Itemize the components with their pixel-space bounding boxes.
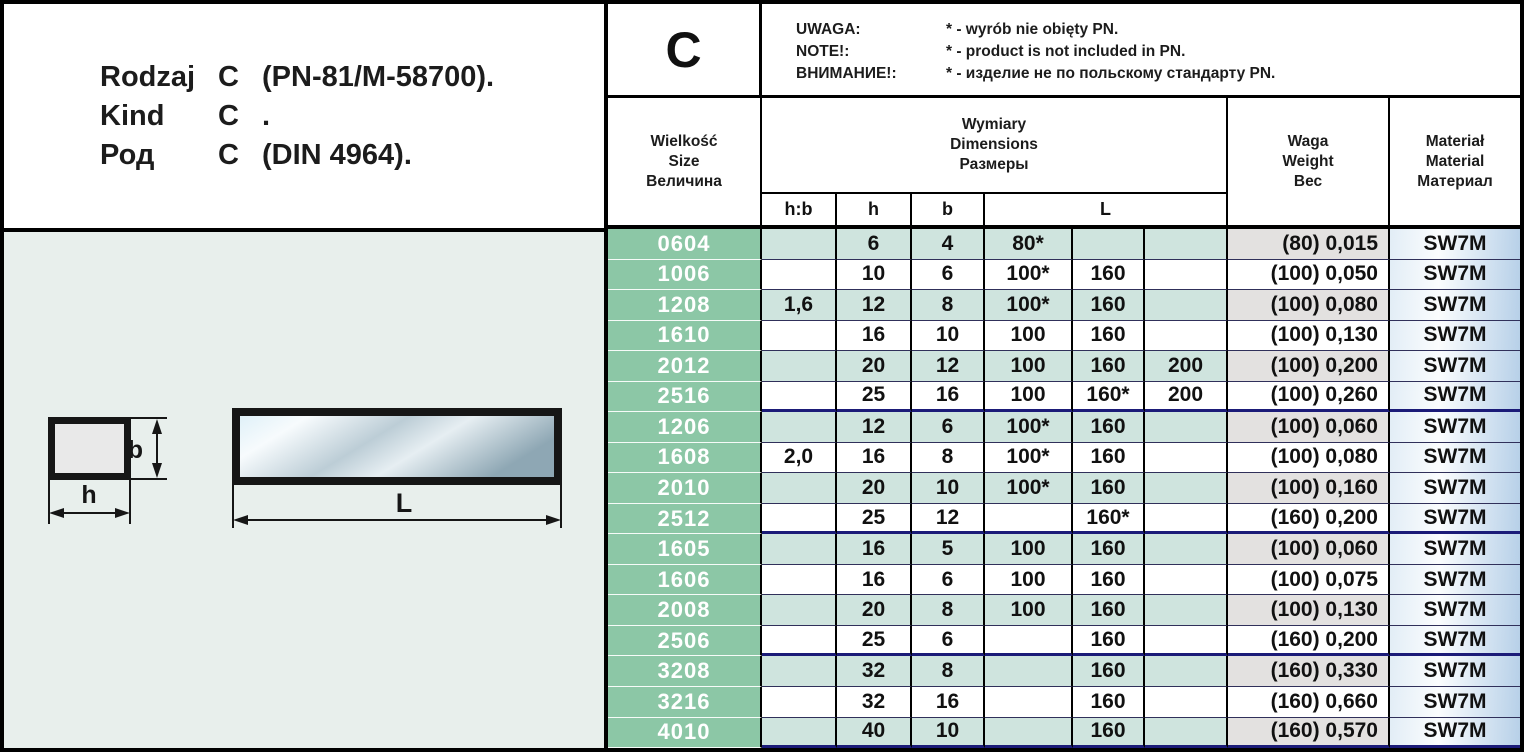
header-dims-ru: Размеры xyxy=(959,156,1029,173)
weight-cell: (100) 0,050 xyxy=(1228,260,1390,291)
size-cell: 1606 xyxy=(608,565,762,596)
dimensions-subheader xyxy=(762,192,1226,225)
length2-cell: 160 xyxy=(1073,656,1145,687)
size-cell: 4010 xyxy=(608,718,762,749)
height-cell: 6 xyxy=(837,229,912,260)
ratio-hb-cell xyxy=(762,229,837,260)
length3-cell xyxy=(1145,260,1228,291)
length1-cell: 100* xyxy=(985,260,1073,291)
weight-cell: (100) 0,200 xyxy=(1228,351,1390,382)
ratio-hb-cell xyxy=(762,656,837,687)
length3-cell xyxy=(1145,443,1228,474)
length2-cell: 160* xyxy=(1073,382,1145,413)
material-cell: SW7M xyxy=(1390,718,1520,749)
ratio-hb-cell xyxy=(762,473,837,504)
b-dimension-label: b xyxy=(127,436,143,464)
header-weight-pl: Waga xyxy=(1287,132,1329,150)
length3-cell xyxy=(1145,412,1228,443)
width-cell: 4 xyxy=(912,229,985,260)
weight-cell: (80) 0,015 xyxy=(1228,229,1390,260)
material-cell: SW7M xyxy=(1390,382,1520,413)
length3-cell: 200 xyxy=(1145,382,1228,413)
length2-cell xyxy=(1073,229,1145,260)
weight-cell: (100) 0,160 xyxy=(1228,473,1390,504)
length3-cell xyxy=(1145,229,1228,260)
size-cell: 3216 xyxy=(608,687,762,718)
length1-cell: 100 xyxy=(985,321,1073,352)
width-cell: 6 xyxy=(912,260,985,291)
table-header-main xyxy=(608,98,1520,229)
height-cell: 16 xyxy=(837,321,912,352)
column-header-dimensions xyxy=(762,98,1228,225)
size-cell: 2512 xyxy=(608,504,762,535)
note-english xyxy=(796,41,1520,63)
height-cell: 12 xyxy=(837,412,912,443)
header-material-en: Material xyxy=(1425,152,1485,170)
title-label: Kind xyxy=(100,100,165,132)
width-cell: 16 xyxy=(912,687,985,718)
title-standard: (DIN 4964). xyxy=(262,139,412,171)
dimension-diagram xyxy=(4,232,608,748)
length1-cell xyxy=(985,656,1073,687)
title-standard: . xyxy=(262,100,271,132)
note-label: ВНИМАНИЕ!: xyxy=(796,65,897,82)
note-label: UWAGA: xyxy=(796,21,861,38)
height-cell: 12 xyxy=(837,290,912,321)
ratio-hb-cell xyxy=(762,534,837,565)
header-size-ru: Величина xyxy=(646,172,722,190)
header-weight-en: Weight xyxy=(1282,152,1334,170)
length1-cell: 100 xyxy=(985,595,1073,626)
weight-cell: (100) 0,060 xyxy=(1228,534,1390,565)
height-cell: 20 xyxy=(837,473,912,504)
title-label: Rodzaj xyxy=(100,61,196,93)
weight-cell: (100) 0,260 xyxy=(1228,382,1390,413)
length1-cell: 100* xyxy=(985,290,1073,321)
length1-cell: 100 xyxy=(985,534,1073,565)
L-dimension-label: L xyxy=(395,488,413,518)
height-cell: 25 xyxy=(837,382,912,413)
subheader-hb: h:b xyxy=(762,194,837,225)
title-kind-letter: C xyxy=(218,100,239,132)
length3-cell xyxy=(1145,565,1228,596)
ratio-hb-cell xyxy=(762,504,837,535)
length3-cell xyxy=(1145,473,1228,504)
length1-cell: 100 xyxy=(985,382,1073,413)
ratio-hb-cell xyxy=(762,321,837,352)
width-cell: 10 xyxy=(912,718,985,749)
ratio-hb-cell xyxy=(762,382,837,413)
table-header-top xyxy=(608,4,1520,98)
table-row xyxy=(608,229,1520,260)
length1-cell: 80* xyxy=(985,229,1073,260)
size-cell: 2010 xyxy=(608,473,762,504)
subheader-h: h xyxy=(837,194,912,225)
length1-cell: 100* xyxy=(985,473,1073,504)
height-cell: 16 xyxy=(837,443,912,474)
height-cell: 25 xyxy=(837,626,912,657)
material-cell: SW7M xyxy=(1390,412,1520,443)
length1-cell: 100 xyxy=(985,351,1073,382)
length3-cell xyxy=(1145,687,1228,718)
title-kind-letter: C xyxy=(218,139,239,171)
length2-cell: 160 xyxy=(1073,321,1145,352)
column-header-weight xyxy=(1228,98,1390,225)
length2-cell: 160* xyxy=(1073,504,1145,535)
height-cell: 10 xyxy=(837,260,912,291)
size-cell: 1605 xyxy=(608,534,762,565)
h-dimension-label: h xyxy=(81,481,97,509)
height-cell: 40 xyxy=(837,718,912,749)
table-body xyxy=(608,229,1520,748)
header-dims-en: Dimensions xyxy=(950,136,1038,153)
weight-cell: (160) 0,660 xyxy=(1228,687,1390,718)
width-cell: 8 xyxy=(912,290,985,321)
title-line-polish xyxy=(100,58,604,97)
width-cell: 5 xyxy=(912,534,985,565)
ratio-hb-cell xyxy=(762,412,837,443)
title-line-english xyxy=(100,97,604,136)
ratio-hb-cell xyxy=(762,565,837,596)
material-cell: SW7M xyxy=(1390,229,1520,260)
length3-cell xyxy=(1145,626,1228,657)
table-row xyxy=(608,382,1520,413)
ratio-hb-cell xyxy=(762,260,837,291)
material-cell: SW7M xyxy=(1390,321,1520,352)
height-cell: 16 xyxy=(837,565,912,596)
width-cell: 10 xyxy=(912,321,985,352)
size-cell: 1208 xyxy=(608,290,762,321)
table-row xyxy=(608,412,1520,443)
length2-cell: 160 xyxy=(1073,473,1145,504)
header-dims-pl: Wymiary xyxy=(961,116,1027,133)
note-text: * - product is not included in PN. xyxy=(946,43,1186,60)
ratio-hb-cell xyxy=(762,626,837,657)
length1-cell: 100 xyxy=(985,565,1073,596)
height-cell: 32 xyxy=(837,656,912,687)
length2-cell: 160 xyxy=(1073,565,1145,596)
table-row xyxy=(608,534,1520,565)
material-cell: SW7M xyxy=(1390,290,1520,321)
material-cell: SW7M xyxy=(1390,687,1520,718)
title-standard: (PN-81/M-58700). xyxy=(262,61,495,93)
table-row xyxy=(608,687,1520,718)
size-cell: 1608 xyxy=(608,443,762,474)
note-text: * - wyrób nie obięty PN. xyxy=(946,21,1119,38)
width-cell: 16 xyxy=(912,382,985,413)
length1-cell xyxy=(985,504,1073,535)
ratio-hb-cell xyxy=(762,351,837,382)
weight-cell: (100) 0,075 xyxy=(1228,565,1390,596)
kind-title-block xyxy=(4,4,604,232)
table-row xyxy=(608,504,1520,535)
height-cell: 25 xyxy=(837,504,912,535)
weight-cell: (160) 0,330 xyxy=(1228,656,1390,687)
material-cell: SW7M xyxy=(1390,260,1520,291)
length2-cell: 160 xyxy=(1073,443,1145,474)
note-russian xyxy=(796,63,1520,85)
length3-cell xyxy=(1145,718,1228,749)
table-row xyxy=(608,656,1520,687)
width-cell: 12 xyxy=(912,504,985,535)
weight-cell: (100) 0,080 xyxy=(1228,443,1390,474)
width-cell: 12 xyxy=(912,351,985,382)
cross-section-diagram xyxy=(49,418,167,524)
weight-cell: (100) 0,130 xyxy=(1228,321,1390,352)
header-weight-ru: Вес xyxy=(1293,172,1323,190)
material-cell: SW7M xyxy=(1390,504,1520,535)
weight-cell: (160) 0,200 xyxy=(1228,504,1390,535)
weight-cell: (100) 0,080 xyxy=(1228,290,1390,321)
size-cell: 2012 xyxy=(608,351,762,382)
note-text: * - изделие не по польскому стандарту PN. xyxy=(946,65,1276,82)
diagram-panel xyxy=(4,232,604,748)
length3-cell xyxy=(1145,595,1228,626)
size-cell: 2506 xyxy=(608,626,762,657)
height-cell: 16 xyxy=(837,534,912,565)
table-row xyxy=(608,321,1520,352)
length1-cell xyxy=(985,626,1073,657)
length2-cell: 160 xyxy=(1073,412,1145,443)
length3-cell xyxy=(1145,504,1228,535)
length3-cell: 200 xyxy=(1145,351,1228,382)
header-size-pl: Wielkość xyxy=(650,132,718,150)
length1-cell xyxy=(985,718,1073,749)
dimensions-title xyxy=(762,98,1226,192)
width-cell: 8 xyxy=(912,443,985,474)
size-cell: 1006 xyxy=(608,260,762,291)
table-row xyxy=(608,595,1520,626)
size-cell: 1610 xyxy=(608,321,762,352)
length2-cell: 160 xyxy=(1073,290,1145,321)
ratio-hb-cell: 2,0 xyxy=(762,443,837,474)
subheader-b: b xyxy=(912,194,985,225)
width-cell: 6 xyxy=(912,565,985,596)
weight-cell: (160) 0,570 xyxy=(1228,718,1390,749)
table-row xyxy=(608,443,1520,474)
length3-cell xyxy=(1145,656,1228,687)
header-material-ru: Материал xyxy=(1417,172,1493,190)
title-line-russian xyxy=(100,136,604,175)
weight-cell: (100) 0,130 xyxy=(1228,595,1390,626)
size-cell: 2516 xyxy=(608,382,762,413)
header-material-pl: Materiał xyxy=(1425,132,1485,150)
material-cell: SW7M xyxy=(1390,473,1520,504)
material-cell: SW7M xyxy=(1390,351,1520,382)
length2-cell: 160 xyxy=(1073,626,1145,657)
title-kind-letter: C xyxy=(218,61,239,93)
table-panel xyxy=(608,4,1520,748)
table-row xyxy=(608,565,1520,596)
column-header-size xyxy=(608,98,762,225)
column-header-material xyxy=(1390,98,1520,225)
type-letter: C xyxy=(608,4,762,95)
ratio-hb-cell xyxy=(762,595,837,626)
length2-cell: 160 xyxy=(1073,595,1145,626)
table-row xyxy=(608,626,1520,657)
weight-cell: (100) 0,060 xyxy=(1228,412,1390,443)
weight-cell: (160) 0,200 xyxy=(1228,626,1390,657)
height-cell: 32 xyxy=(837,687,912,718)
length1-cell: 100* xyxy=(985,443,1073,474)
title-label: Род xyxy=(100,139,155,171)
header-size-en: Size xyxy=(668,152,700,170)
ratio-hb-cell xyxy=(762,687,837,718)
length2-cell: 160 xyxy=(1073,351,1145,382)
size-cell: 0604 xyxy=(608,229,762,260)
length3-cell xyxy=(1145,321,1228,352)
size-cell: 2008 xyxy=(608,595,762,626)
left-panel xyxy=(4,4,608,748)
note-label: NOTE!: xyxy=(796,43,850,60)
height-cell: 20 xyxy=(837,595,912,626)
width-cell: 10 xyxy=(912,473,985,504)
length3-cell xyxy=(1145,534,1228,565)
length3-cell xyxy=(1145,290,1228,321)
material-cell: SW7M xyxy=(1390,443,1520,474)
table-row xyxy=(608,473,1520,504)
width-cell: 6 xyxy=(912,626,985,657)
length2-cell: 160 xyxy=(1073,534,1145,565)
note-polish xyxy=(796,19,1520,41)
notes-block xyxy=(762,4,1520,95)
material-cell: SW7M xyxy=(1390,565,1520,596)
height-cell: 20 xyxy=(837,351,912,382)
material-cell: SW7M xyxy=(1390,595,1520,626)
material-cell: SW7M xyxy=(1390,534,1520,565)
table-row xyxy=(608,290,1520,321)
width-cell: 8 xyxy=(912,595,985,626)
table-row xyxy=(608,351,1520,382)
length1-cell: 100* xyxy=(985,412,1073,443)
table-row xyxy=(608,260,1520,291)
length1-cell xyxy=(985,687,1073,718)
length2-cell: 160 xyxy=(1073,718,1145,749)
size-cell: 3208 xyxy=(608,656,762,687)
width-cell: 6 xyxy=(912,412,985,443)
length2-cell: 160 xyxy=(1073,687,1145,718)
subheader-L: L xyxy=(1100,199,1111,219)
ratio-hb-cell xyxy=(762,718,837,749)
ratio-hb-cell: 1,6 xyxy=(762,290,837,321)
length2-cell: 160 xyxy=(1073,260,1145,291)
bar-diagram xyxy=(233,412,561,528)
table-row xyxy=(608,718,1520,749)
material-cell: SW7M xyxy=(1390,656,1520,687)
material-cell: SW7M xyxy=(1390,626,1520,657)
size-cell: 1206 xyxy=(608,412,762,443)
width-cell: 8 xyxy=(912,656,985,687)
